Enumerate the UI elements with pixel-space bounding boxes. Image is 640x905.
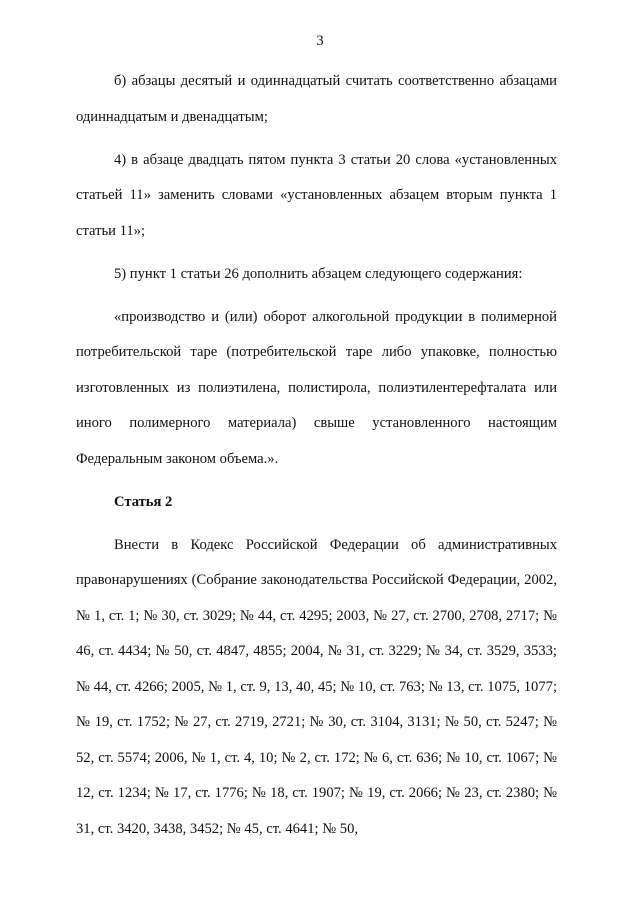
paragraph-quoted-addition: «производство и (или) оборот алкогольной продукции в полимерной потребительской таре (потребительской таре либо упаковке, полностью изготовленных из полиэтилена, полистирола, полиэтилентерефталата или иного полимерного материала) свыше установленного настоящим Федеральным законом объема.». (76, 308, 557, 467)
paragraph-article-2-body: Внести в Кодекс Российской Федерации об административных правонарушениях (Собрание законодательства Российской Федерации, 2002, № 1, ст. 1; № 30, ст. 3029; № 44, ст. 4295; 2003, № 27, ст. 2700, 2708, 2717; № 46, ст. 4434; № 50, ст. 4847, 4855; 2004, № 31, ст. 3229; № 34, ст. 3529, 3533; № 44, ст. 4266; 2005, № 1, ст. 9, 13, 40, 45; № 10, ст. 763; № 13, ст. 1075, 1077; № 19, ст. 1752; № 27, ст. 2719, 2721; № 30, ст. 3104, 3131; № 50, ст. 5247; № 52, ст. 5574; 2006, № 1, ст. 4, 10; № 2, ст. 172; № 6, ст. 636; № 10, ст. 1067; № 12, ст. 1234; № 17, ст. 1776; № 18, ст. 1907; № 19, ст. 2066; № 23, ст. 2380; № 31, ст. 3420, 3438, 3452; № 45, ст. 4641; № 50, (76, 536, 557, 837)
paragraph-item-4: 4) в абзаце двадцать пятом пункта 3 статьи 20 слова «установленных статьей 11» заменить словами «установленных абзацем вторым пункта 1 статьи 11»; (76, 151, 557, 239)
page-number: 3 (316, 33, 324, 49)
document-body (76, 64, 557, 855)
paragraph-renumbering: б) абзацы десятый и одиннадцатый считать соответственно абзацами одиннадцатым и двенадцатым; (76, 73, 557, 125)
paragraph-item-5: 5) пункт 1 статьи 26 дополнить абзацем следующего содержания: (114, 265, 523, 282)
article-heading: Статья 2 (114, 493, 173, 510)
